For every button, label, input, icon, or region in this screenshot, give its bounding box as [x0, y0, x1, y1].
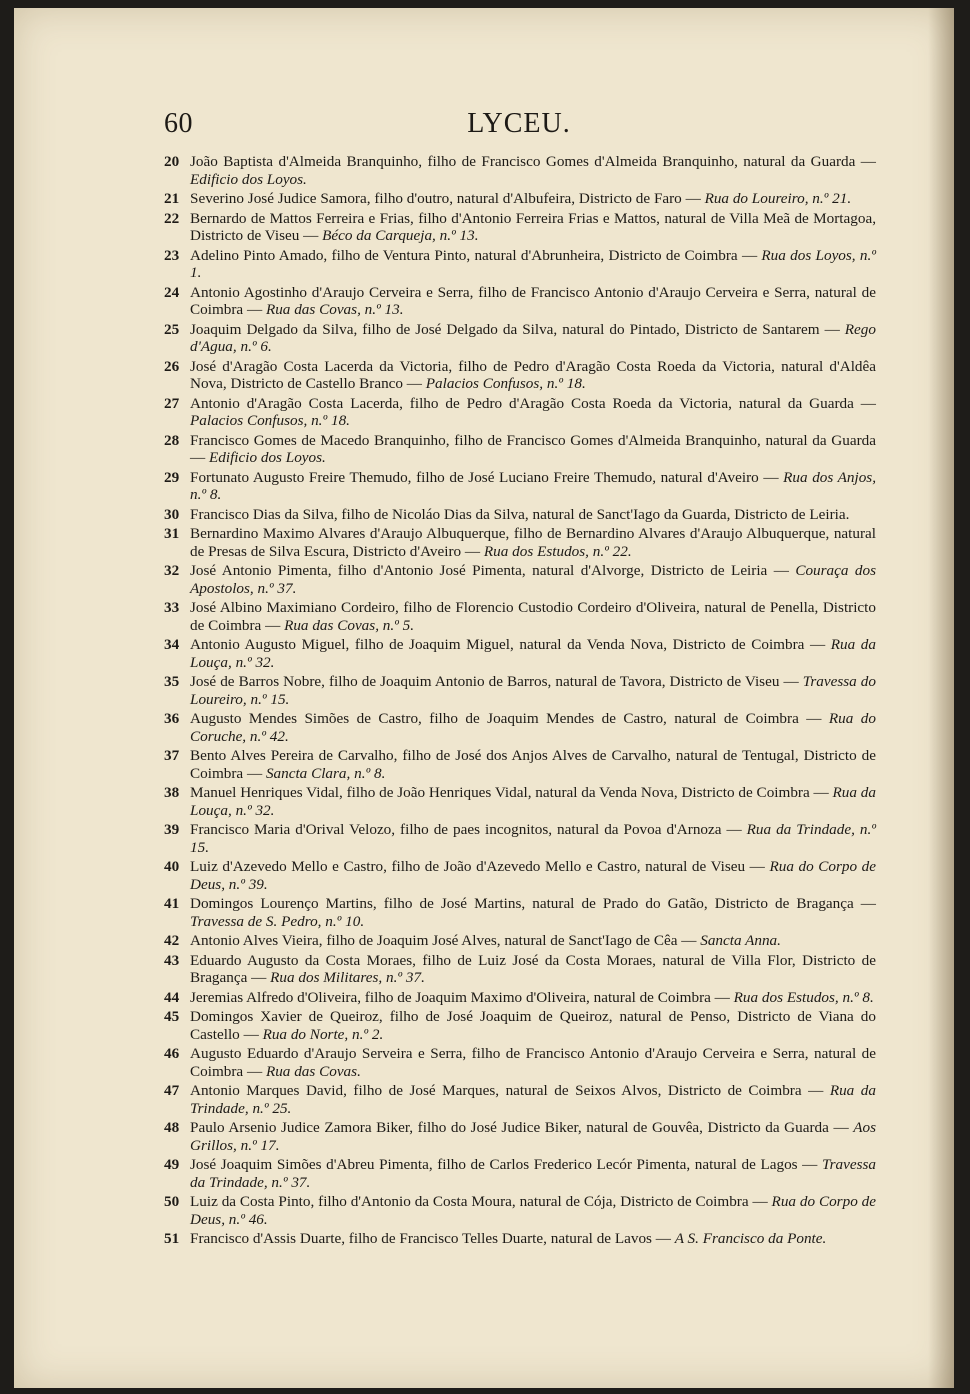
list-item — [164, 153, 876, 188]
entry-address: Rua das Covas, n.º 5. — [284, 616, 415, 634]
entry-number: 37 — [164, 747, 180, 764]
entry-address: Palacios Confusos, n.º 18. — [425, 375, 586, 392]
entry-text — [190, 321, 876, 356]
entry-text — [190, 284, 876, 319]
list-item — [164, 1156, 876, 1191]
entry-number: 32 — [164, 562, 180, 579]
entry-number: 31 — [164, 525, 180, 542]
entry-address: Rua do Coruche, n.º 42. — [190, 710, 876, 745]
entry-address: Palacios Confusos, n.º 18. — [190, 412, 350, 429]
entry-number: 50 — [164, 1193, 180, 1210]
entry-number: 47 — [164, 1082, 180, 1099]
list-item — [164, 710, 876, 745]
list-item — [164, 190, 876, 208]
list-item — [164, 821, 876, 856]
entry-text — [190, 247, 876, 282]
entry-text — [190, 358, 876, 393]
list-item — [164, 469, 876, 504]
entry-text — [190, 1156, 876, 1191]
list-item — [164, 1193, 876, 1228]
entry-text — [190, 395, 876, 430]
entry-description: Antonio Marques David, filho de José Marques, natural de Seixos Alvos, Districto de Coimbra — — [190, 1082, 830, 1099]
entry-description: Augusto Eduardo d'Araujo Serveira e Serra, filho de Francisco Antonio d'Araujo Cerveira e Serra, natural de Coimbra — — [190, 1045, 876, 1080]
entry-text — [190, 858, 876, 893]
entry-text — [190, 1045, 876, 1080]
list-item — [164, 1082, 876, 1117]
entry-address: Rua das Covas. — [265, 1062, 361, 1080]
entry-number: 42 — [164, 932, 180, 949]
entry-address: Rua dos Militares, n.º 37. — [270, 969, 425, 986]
entry-address: Sancta Anna. — [700, 932, 781, 949]
entry-address: Rua da Trindade, n.º 15. — [190, 821, 876, 856]
list-item — [164, 358, 876, 393]
entry-address: Rua do Loureiro, n.º 21. — [704, 190, 852, 207]
entry-text — [190, 895, 876, 930]
entry-description: Antonio Alves Vieira, filho de Joaquim José Alves, natural de Sanct'Iago de Cêa — — [190, 932, 701, 949]
entry-description: Severino José Judice Samora, filho d'outro, natural d'Albufeira, Districto de Faro — — [190, 190, 705, 207]
entry-description: Antonio Agostinho d'Araujo Cerveira e Serra, filho de Francisco Antonio d'Araujo Cerveira e Serra, natural de Coimbra — — [190, 283, 876, 318]
entry-address: Sancta Clara, n.º 8. — [265, 764, 386, 782]
entry-number: 28 — [164, 431, 180, 449]
list-item — [164, 989, 876, 1007]
entry-number: 48 — [164, 1119, 180, 1136]
entry-number: 44 — [164, 988, 180, 1006]
entry-description: José de Barros Nobre, filho de Joaquim Antonio de Barros, natural de Tavora, Districto de Viseu — — [190, 673, 803, 690]
entry-number: 41 — [164, 895, 180, 912]
list-item — [164, 1045, 876, 1080]
entry-text — [190, 710, 876, 745]
entry-description: Bento Alves Pereira de Carvalho, filho de José dos Anjos Alves de Carvalho, natural de Tentugal, Districto de Coimbra — — [190, 747, 876, 782]
entry-description: Fortunato Augusto Freire Themudo, filho de José Luciano Freire Themudo, natural d'Aveiro — — [190, 468, 784, 486]
entry-number: 35 — [164, 673, 180, 690]
entry-description: Antonio Augusto Miguel, filho de Joaquim Miguel, natural da Venda Nova, Districto de Coimbra — — [190, 636, 831, 653]
entry-description: Antonio d'Aragão Costa Lacerda, filho de Pedro d'Aragão Costa Roeda da Victoria, natural da Guarda — — [190, 394, 876, 412]
entry-text — [190, 599, 876, 634]
entry-address: Edificio dos Loyos. — [190, 170, 307, 188]
entry-number: 38 — [164, 784, 180, 801]
entry-description: Francisco Gomes de Macedo Branquinho, filho de Francisco Gomes d'Almeida Branquinho, natural da Guarda — — [190, 431, 876, 466]
list-item — [164, 432, 876, 467]
entry-description: Francisco Dias da Silva, filho de Nicoláo Dias da Silva, natural de Sanct'Iago da Guarda, Districto de Leiria. — [190, 505, 850, 523]
entry-number: 23 — [164, 246, 180, 264]
entry-text — [190, 506, 876, 524]
entry-address: Aos Grillos, n.º 17. — [190, 1119, 876, 1154]
entry-text — [190, 1082, 876, 1117]
entry-text — [190, 469, 876, 504]
entry-address: Rua da Trindade, n.º 25. — [190, 1082, 876, 1117]
entry-description: Bernardino Maximo Alvares d'Araujo Albuquerque, filho de Bernardino Alvares d'Araujo Albuquerque, natural de Presas de Silva Escura, Districto d'Aveiro — — [190, 525, 876, 560]
entry-address: Edificio dos Loyos. — [208, 449, 326, 466]
running-title: LYCEU. — [467, 108, 571, 139]
entry-number: 22 — [164, 209, 180, 227]
entry-number: 27 — [164, 394, 180, 412]
entry-description: José Antonio Pimenta, filho d'Antonio José Pimenta, natural d'Alvorge, Districto de Leiria — — [190, 562, 796, 579]
entry-description: Luiz d'Azevedo Mello e Castro, filho de João d'Azevedo Mello e Castro, natural de Viseu — — [190, 858, 770, 875]
entry-number: 25 — [164, 320, 180, 338]
list-item — [164, 784, 876, 819]
entry-description: José Joaquim Simões d'Abreu Pimenta, filho de Carlos Frederico Lecór Pimenta, natural de Lagos — — [190, 1156, 822, 1173]
entry-text — [190, 636, 876, 671]
list-item — [164, 932, 876, 950]
entry-address: Rego d'Agua, n.º 6. — [190, 320, 876, 355]
entry-text — [190, 784, 876, 819]
entry-text — [190, 210, 876, 245]
entry-address: Couraça dos Apostolos, n.º 37. — [190, 562, 876, 597]
entry-description: Adelino Pinto Amado, filho de Ventura Pinto, natural d'Abrunheira, Districto de Coimbra — — [190, 246, 762, 264]
entry-text — [190, 1230, 876, 1248]
entry-text — [190, 952, 876, 987]
entry-text — [190, 562, 876, 597]
page-spine-shadow — [928, 8, 954, 1388]
entry-description: Jeremias Alfredo d'Oliveira, filho de Joaquim Maximo d'Oliveira, natural de Coimbra — — [190, 988, 734, 1006]
entry-address: Béco da Carqueja, n.º 13. — [322, 227, 479, 244]
entry-number: 20 — [164, 153, 180, 170]
entry-text — [190, 1193, 876, 1228]
list-item — [164, 562, 876, 597]
entry-address: Rua da Louça, n.º 32. — [190, 784, 876, 819]
entry-text — [190, 1008, 876, 1043]
entry-text — [190, 1119, 876, 1154]
list-item — [164, 895, 876, 930]
entry-description: Paulo Arsenio Judice Zamora Biker, filho do José Judice Biker, natural de Gouvêa, Districto da Guarda — — [190, 1119, 854, 1136]
entry-number: 39 — [164, 821, 180, 838]
entry-address: Rua do Corpo de Deus, n.º 39. — [190, 858, 877, 893]
entry-address: Rua do Corpo de Deus, n.º 46. — [190, 1193, 876, 1228]
entry-description: Eduardo Augusto da Costa Moraes, filho de Luiz José da Costa Moraes, natural de Villa Flor, Districto de Bragança — — [190, 951, 876, 986]
entry-number: 43 — [164, 951, 180, 969]
entry-address: Rua dos Anjos, n.º 8. — [190, 468, 877, 503]
list-item — [164, 858, 876, 893]
entry-number: 26 — [164, 357, 180, 375]
list-item — [164, 284, 876, 319]
entry-description: Francisco Maria d'Orival Velozo, filho de paes incognitos, natural da Povoa d'Arnoza — — [190, 821, 747, 838]
list-item — [164, 210, 876, 245]
entry-description: Domingos Lourenço Martins, filho de José Martins, natural de Prado do Gatão, Districto de Bragança — — [190, 895, 876, 912]
entry-text — [190, 747, 876, 782]
list-item — [164, 747, 876, 782]
entry-address: Travessa de S. Pedro, n.º 10. — [190, 912, 365, 930]
entry-number: 34 — [164, 636, 180, 653]
entry-text — [190, 432, 876, 467]
entry-text — [190, 821, 876, 856]
entry-description: José d'Aragão Costa Lacerda da Victoria, filho de Pedro d'Aragão Costa Roeda da Victoria, natural d'Aldêa Nova, Districto de Castello Branco — — [190, 357, 876, 392]
entry-address: Rua das Covas, n.º 13. — [265, 301, 404, 318]
entry-description: Luiz da Costa Pinto, filho d'Antonio da Costa Moura, natural de Cója, Districto de Coimbra — — [190, 1193, 772, 1210]
entry-description: Joaquim Delgado da Silva, filho de José Delgado da Silva, natural do Pintado, Districto de Santarem — — [190, 320, 845, 338]
entry-description: Manuel Henriques Vidal, filho de João Henriques Vidal, natural da Venda Nova, Districto de Coimbra — — [190, 784, 833, 801]
list-item — [164, 506, 876, 524]
entry-text — [190, 932, 876, 950]
entry-number: 33 — [164, 599, 180, 616]
entry-number: 36 — [164, 710, 180, 727]
entry-text — [190, 989, 876, 1007]
page-number: 60 — [164, 108, 193, 139]
entry-address: A S. Francisco da Ponte. — [674, 1230, 827, 1247]
entry-number: 46 — [164, 1045, 180, 1062]
entry-address: Travessa do Loureiro, n.º 15. — [190, 673, 876, 708]
list-item — [164, 525, 876, 560]
list-item — [164, 321, 876, 356]
list-item — [164, 1119, 876, 1154]
entry-number: 45 — [164, 1008, 180, 1025]
entry-address: Travessa da Trindade, n.º 37. — [190, 1156, 876, 1191]
entry-number: 29 — [164, 468, 180, 486]
entry-description: Augusto Mendes Simões de Castro, filho de Joaquim Mendes de Castro, natural de Coimbra — — [190, 710, 829, 727]
book-page — [14, 8, 954, 1388]
list-item — [164, 1230, 876, 1248]
entry-number: 40 — [164, 858, 180, 875]
entry-address: Rua do Norte, n.º 2. — [262, 1025, 384, 1043]
entry-description: Bernardo de Mattos Ferreira e Frias, filho d'Antonio Ferreira Frias e Mattos, natural de Villa Meã de Mortagoa, Districto de Viseu — — [190, 209, 876, 244]
entry-description: Francisco d'Assis Duarte, filho de Francisco Telles Duarte, natural de Lavos — — [190, 1230, 675, 1247]
student-list — [164, 153, 876, 1250]
entry-number: 21 — [164, 190, 180, 207]
entry-address: Rua da Louça, n.º 32. — [190, 636, 876, 671]
list-item — [164, 636, 876, 671]
entry-number: 51 — [164, 1230, 180, 1247]
entry-description: Domingos Xavier de Queiroz, filho de José Joaquim de Queiroz, natural de Penso, Districto de Viana do Castello — — [190, 1008, 876, 1043]
entry-address: Rua dos Estudos, n.º 22. — [483, 542, 632, 560]
entry-description: José Albino Maximiano Cordeiro, filho de Florencio Custodio Cordeiro d'Oliveira, natural de Penella, Districto de Coimbra — — [190, 599, 876, 634]
list-item — [164, 952, 876, 987]
entry-text — [190, 153, 876, 188]
entry-address: Rua dos Loyos, n.º 1. — [190, 246, 876, 281]
list-item — [164, 599, 876, 634]
entry-text — [190, 525, 876, 560]
list-item — [164, 247, 876, 282]
entry-address: Rua dos Estudos, n.º 8. — [733, 988, 874, 1006]
entry-text — [190, 190, 876, 208]
list-item — [164, 673, 876, 708]
entry-text — [190, 673, 876, 708]
list-item — [164, 1008, 876, 1043]
page-header — [164, 108, 874, 142]
entry-description: João Baptista d'Almeida Branquinho, filho de Francisco Gomes d'Almeida Branquinho, natural da Guarda — — [190, 153, 876, 170]
list-item — [164, 395, 876, 430]
entry-number: 49 — [164, 1156, 180, 1173]
entry-number: 30 — [164, 505, 180, 523]
entry-number: 24 — [164, 283, 180, 301]
